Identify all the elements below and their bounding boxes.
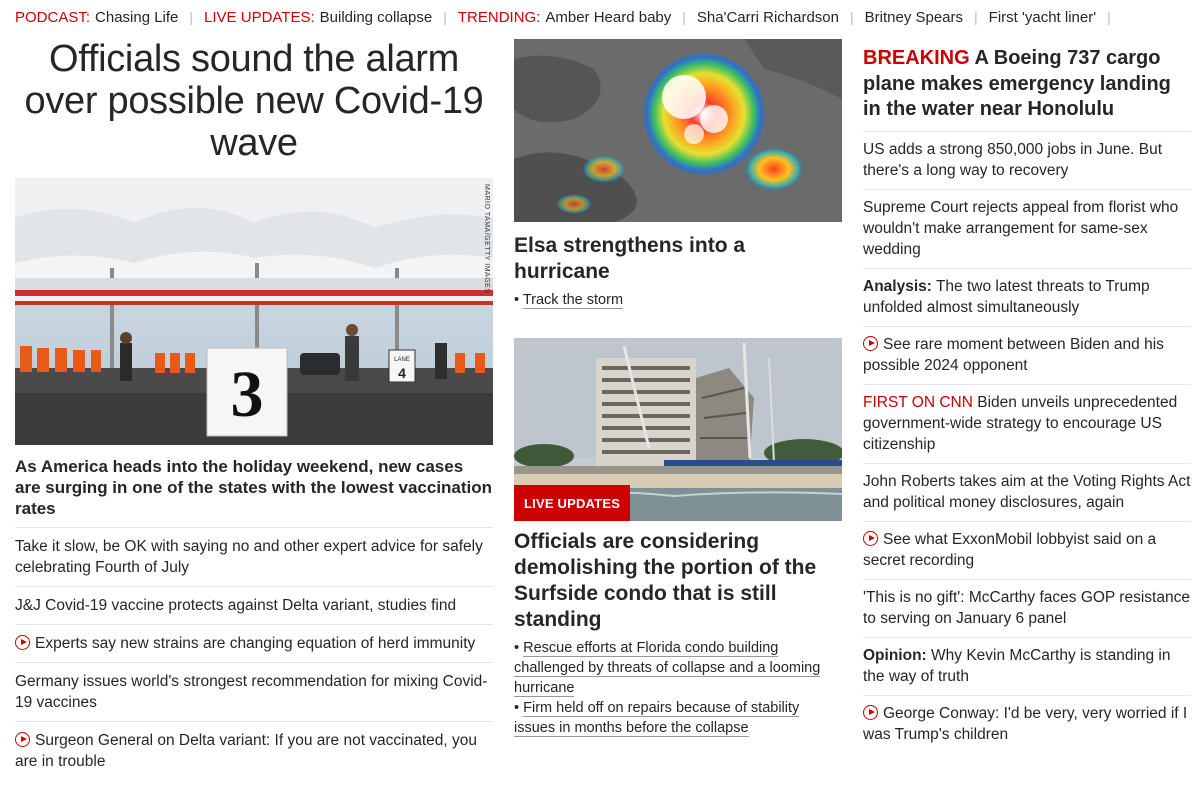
breaking-label: BREAKING: [863, 47, 970, 69]
condo-photo[interactable]: [514, 338, 842, 521]
trending-separator: |: [682, 9, 686, 25]
photo-credit: MARIO TAMA/GETTY IMAGES: [483, 184, 490, 294]
latest-stories-list: [863, 132, 1191, 753]
trending-separator: |: [1107, 9, 1111, 25]
main-story-column: [15, 36, 493, 780]
trending-item[interactable]: TRENDING: Amber Heard baby: [457, 8, 672, 26]
track-storm-link[interactable]: Track the storm: [522, 292, 624, 308]
right-column: [863, 46, 1191, 753]
list-item[interactable]: Supreme Court rejects appeal from florist who wouldn't make arrangement for same-sex wedding: [863, 190, 1191, 269]
hurricane-satellite-photo[interactable]: [514, 39, 842, 222]
firm-repairs-link[interactable]: Firm held off on repairs because of stability issues in months before the collapse: [514, 700, 800, 736]
condo-links: [514, 638, 842, 738]
trending-separator: |: [189, 9, 194, 25]
list-item[interactable]: J&J Covid-19 vaccine protects against Delta variant, studies find: [15, 587, 493, 625]
list-item[interactable]: US adds a strong 850,000 jobs in June. But there's a long way to recovery: [863, 132, 1191, 190]
vaccination-site-photo[interactable]: [15, 178, 493, 445]
list-item[interactable]: Analysis: The two latest threats to Trump unfolded almost simultaneously: [863, 269, 1191, 327]
list-item[interactable]: George Conway: I'd be very, very worried if I was Trump's children: [863, 704, 1188, 743]
list-item[interactable]: 'This is no gift': McCarthy faces GOP resistance to serving on January 6 panel: [863, 580, 1191, 638]
list-item: • Rescue efforts at Florida condo building challenged by threats of collapse and a looming hurricane: [514, 640, 821, 696]
list-item[interactable]: Opinion: Why Kevin McCarthy is standing in the way of truth: [863, 638, 1191, 696]
analysis-label: Analysis:: [863, 277, 932, 295]
play-video-icon: [15, 732, 30, 747]
trending-item[interactable]: LIVE UPDATES: Building collapse: [204, 8, 433, 26]
breaking-headline[interactable]: BREAKING A Boeing 737 cargo plane makes emergency landing in the water near Honolulu: [863, 46, 1191, 132]
trending-separator: |: [443, 9, 447, 25]
sign-number: 3: [230, 358, 264, 431]
main-headline[interactable]: Officials sound the alarm over possible new Covid-19 wave: [24, 38, 484, 164]
list-item[interactable]: Surgeon General on Delta variant: If you are not vaccinated, you are in trouble: [15, 732, 478, 770]
list-item: • Track the storm: [514, 292, 624, 308]
rescue-efforts-link[interactable]: Rescue efforts at Florida condo building challenged by threats of collapse and a looming hurricane: [514, 640, 821, 696]
condo-headline[interactable]: Officials are considering demolishing the portion of the Surfside condo that is still standing: [514, 530, 817, 631]
main-subheadline[interactable]: As America heads into the holiday weekend, new cases are surging in one of the states with the lowest vaccination rates: [15, 456, 493, 528]
list-item[interactable]: Germany issues world's strongest recommendation for mixing Covid-19 vaccines: [15, 663, 493, 722]
play-video-icon: [863, 336, 878, 351]
hurricane-satellite-illustration: [514, 39, 842, 222]
list-item[interactable]: Experts say new strains are changing equation of herd immunity: [15, 625, 493, 663]
trending-item[interactable]: Sha'Carri Richardson: [696, 8, 839, 26]
lane-number: 4: [398, 365, 406, 381]
list-item[interactable]: Take it slow, be OK with saying no and other expert advice for safely celebrating Fourth of July: [15, 528, 493, 587]
trending-item[interactable]: PODCAST: Chasing Life: [15, 8, 179, 26]
hurricane-links: [514, 290, 842, 310]
first-on-cnn-label: FIRST ON CNN: [863, 393, 973, 411]
live-updates-badge: LIVE UPDATES: [514, 485, 630, 521]
middle-column: [514, 39, 842, 738]
list-item: • Firm held off on repairs because of stability issues in months before the collapse: [514, 700, 800, 736]
lane-label: LANE: [394, 357, 410, 363]
play-video-icon: [863, 705, 878, 720]
play-video-icon: [863, 531, 878, 546]
play-video-icon: [15, 635, 30, 650]
list-item[interactable]: FIRST ON CNN Biden unveils unprecedented government-wide strategy to encourage US citizenship: [863, 385, 1191, 464]
list-item[interactable]: See what ExxonMobil lobbyist said on a secret recording: [863, 522, 1191, 580]
trending-item[interactable]: First 'yacht liner': [988, 8, 1097, 26]
trending-separator: |: [974, 9, 978, 25]
related-stories-list: [15, 528, 493, 780]
vaccination-site-illustration: [15, 178, 493, 445]
trending-bar: [15, 6, 1195, 28]
trending-separator: |: [850, 9, 854, 25]
list-item[interactable]: See rare moment between Biden and his possible 2024 opponent: [863, 327, 1191, 385]
trending-item[interactable]: Britney Spears: [864, 8, 964, 26]
list-item[interactable]: John Roberts takes aim at the Voting Rights Act and political money disclosures, again: [863, 464, 1191, 522]
hurricane-headline[interactable]: Elsa strengthens into a hurricane: [514, 234, 746, 283]
opinion-label: Opinion:: [863, 646, 927, 664]
